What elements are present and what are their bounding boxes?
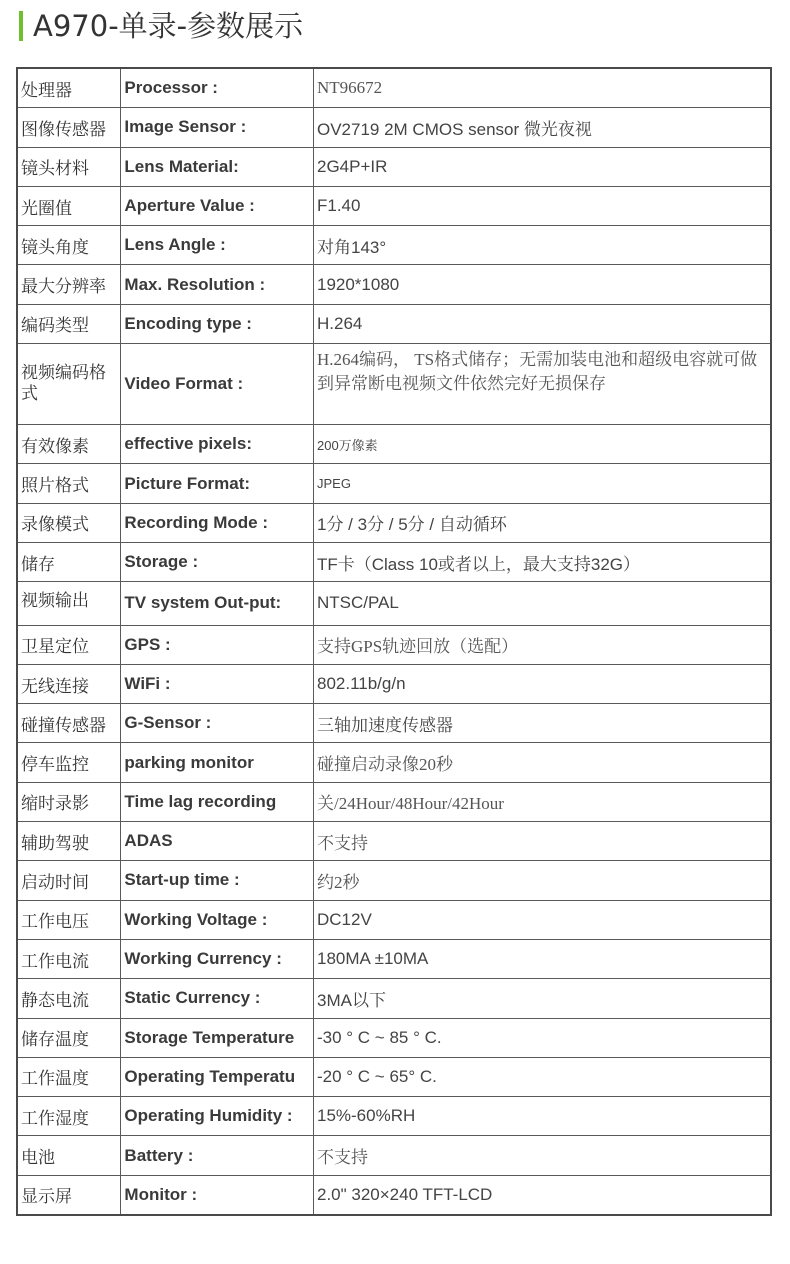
spec-row-gps <box>17 625 771 664</box>
spec-label-en: Aperture Value : <box>121 186 314 225</box>
spec-row-tv-output <box>17 582 771 625</box>
spec-value: 2.0" 320×240 TFT-LCD <box>313 1175 771 1215</box>
spec-label-en: Video Format : <box>121 344 314 425</box>
spec-label-cn: 视频输出 <box>17 582 121 625</box>
spec-value: 200万像素 <box>313 425 771 464</box>
spec-value: 对角143° <box>313 226 771 265</box>
spec-row-storage <box>17 542 771 581</box>
spec-row-static-currency <box>17 979 771 1018</box>
spec-row-startup-time <box>17 861 771 900</box>
spec-label-cn: 缩时录影 <box>17 782 121 821</box>
spec-value: OV2719 2M CMOS sensor 微光夜视 <box>313 108 771 147</box>
spec-row-operating-temperature <box>17 1057 771 1096</box>
spec-label-en: effective pixels: <box>121 425 314 464</box>
spec-label-en: ADAS <box>121 822 314 861</box>
spec-label-cn: 碰撞传感器 <box>17 704 121 743</box>
spec-value: 802.11b/g/n <box>313 664 771 703</box>
spec-label-en: Battery : <box>121 1136 314 1175</box>
spec-row-picture-format <box>17 464 771 503</box>
spec-row-wifi <box>17 664 771 703</box>
spec-value: 不支持 <box>313 822 771 861</box>
spec-label-en: G-Sensor : <box>121 704 314 743</box>
spec-label-cn: 无线连接 <box>17 664 121 703</box>
spec-label-en: Max. Resolution : <box>121 265 314 304</box>
spec-value: 关/24Hour/48Hour/42Hour <box>313 782 771 821</box>
spec-row-adas <box>17 822 771 861</box>
spec-label-en: Lens Angle : <box>121 226 314 265</box>
spec-label-cn: 视频编码格式 <box>17 344 121 425</box>
spec-row-working-currency <box>17 939 771 978</box>
spec-label-en: Operating Temperatu <box>121 1057 314 1096</box>
spec-label-en: parking monitor <box>121 743 314 782</box>
spec-value: 15%-60%RH <box>313 1097 771 1136</box>
spec-value: 3MA以下 <box>313 979 771 1018</box>
spec-label-en: Picture Format: <box>121 464 314 503</box>
spec-row-lens-material <box>17 147 771 186</box>
spec-value: 1920*1080 <box>313 265 771 304</box>
spec-label-cn: 工作电压 <box>17 900 121 939</box>
spec-value: 1分 / 3分 / 5分 / 自动循环 <box>313 503 771 542</box>
spec-row-lens-angle <box>17 226 771 265</box>
spec-label-en: Recording Mode : <box>121 503 314 542</box>
spec-row-battery <box>17 1136 771 1175</box>
spec-row-encoding-type <box>17 304 771 343</box>
spec-label-en: GPS : <box>121 625 314 664</box>
spec-value: DC12V <box>313 900 771 939</box>
spec-row-aperture <box>17 186 771 225</box>
spec-label-en: WiFi : <box>121 664 314 703</box>
spec-label-en: Working Voltage : <box>121 900 314 939</box>
spec-table <box>16 67 772 1216</box>
spec-value: 约2秒 <box>313 861 771 900</box>
spec-label-cn: 照片格式 <box>17 464 121 503</box>
spec-value: H.264 <box>313 304 771 343</box>
spec-label-cn: 图像传感器 <box>17 108 121 147</box>
spec-label-cn: 光圈值 <box>17 186 121 225</box>
spec-label-en: Static Currency : <box>121 979 314 1018</box>
spec-row-time-lag-recording <box>17 782 771 821</box>
spec-label-en: Lens Material: <box>121 147 314 186</box>
spec-label-en: Working Currency : <box>121 939 314 978</box>
spec-row-effective-pixels <box>17 425 771 464</box>
title-accent-bar <box>19 11 23 41</box>
spec-label-cn: 有效像素 <box>17 425 121 464</box>
spec-value: 三轴加速度传感器 <box>313 704 771 743</box>
page-header <box>0 0 790 52</box>
spec-label-cn: 辅助驾驶 <box>17 822 121 861</box>
spec-value: -30 ° C ~ 85 ° C. <box>313 1018 771 1057</box>
spec-label-en: Monitor : <box>121 1175 314 1215</box>
spec-label-en: Image Sensor : <box>121 108 314 147</box>
spec-row-parking-monitor <box>17 743 771 782</box>
spec-label-cn: 最大分辨率 <box>17 265 121 304</box>
spec-label-cn: 镜头角度 <box>17 226 121 265</box>
spec-label-cn: 工作湿度 <box>17 1097 121 1136</box>
spec-label-cn: 编码类型 <box>17 304 121 343</box>
spec-label-en: Storage : <box>121 542 314 581</box>
spec-row-video-format <box>17 344 771 425</box>
spec-label-cn: 静态电流 <box>17 979 121 1018</box>
spec-label-cn: 录像模式 <box>17 503 121 542</box>
spec-label-cn: 停车监控 <box>17 743 121 782</box>
spec-value: JPEG <box>313 464 771 503</box>
spec-value: 180MA ±10MA <box>313 939 771 978</box>
spec-value: F1.40 <box>313 186 771 225</box>
spec-label-cn: 镜头材料 <box>17 147 121 186</box>
spec-value: H.264编码， TS格式储存；无需加装电池和超级电容就可做到异常断电视频文件依然完好无损保存 <box>313 344 771 425</box>
spec-label-en: Storage Temperature <box>121 1018 314 1057</box>
spec-label-en: Time lag recording <box>121 782 314 821</box>
spec-value: NT96672 <box>313 68 771 108</box>
spec-label-cn: 工作温度 <box>17 1057 121 1096</box>
spec-row-image-sensor <box>17 108 771 147</box>
spec-row-processor <box>17 68 771 108</box>
spec-value: 碰撞启动录像20秒 <box>313 743 771 782</box>
spec-label-en: Encoding type : <box>121 304 314 343</box>
spec-value: NTSC/PAL <box>313 582 771 625</box>
spec-label-cn: 显示屏 <box>17 1175 121 1215</box>
page-title: A970-单录-参数展示 <box>33 9 304 43</box>
spec-row-max-resolution <box>17 265 771 304</box>
spec-label-en: TV system Out-put: <box>121 582 314 625</box>
spec-label-en: Operating Humidity : <box>121 1097 314 1136</box>
spec-label-en: Start-up time : <box>121 861 314 900</box>
spec-row-working-voltage <box>17 900 771 939</box>
spec-label-cn: 储存温度 <box>17 1018 121 1057</box>
spec-label-cn: 处理器 <box>17 68 121 108</box>
spec-value: 2G4P+IR <box>313 147 771 186</box>
spec-label-en: Processor : <box>121 68 314 108</box>
spec-row-g-sensor <box>17 704 771 743</box>
spec-row-storage-temperature <box>17 1018 771 1057</box>
spec-label-cn: 储存 <box>17 542 121 581</box>
spec-label-cn: 电池 <box>17 1136 121 1175</box>
spec-row-recording-mode <box>17 503 771 542</box>
spec-value: 不支持 <box>313 1136 771 1175</box>
spec-value: 支持GPS轨迹回放（选配） <box>313 625 771 664</box>
spec-label-cn: 启动时间 <box>17 861 121 900</box>
spec-label-cn: 工作电流 <box>17 939 121 978</box>
spec-value: -20 ° C ~ 65° C. <box>313 1057 771 1096</box>
spec-label-cn: 卫星定位 <box>17 625 121 664</box>
spec-value: TF卡（Class 10或者以上，最大支持32G） <box>313 542 771 581</box>
spec-row-operating-humidity <box>17 1097 771 1136</box>
spec-row-monitor <box>17 1175 771 1215</box>
